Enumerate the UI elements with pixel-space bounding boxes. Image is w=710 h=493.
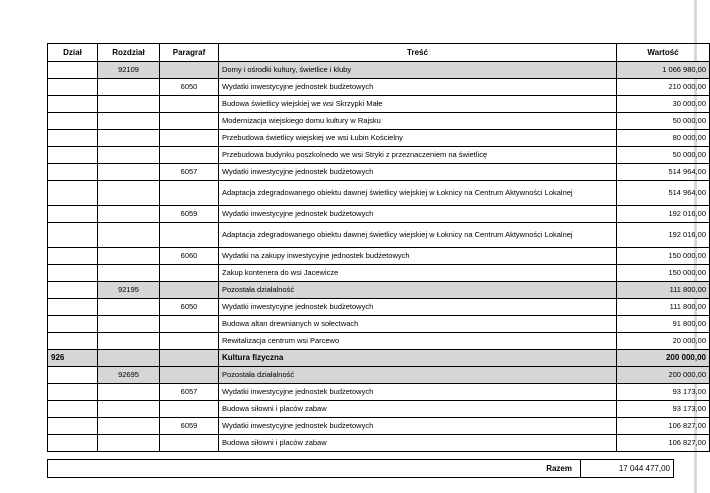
- table-row: [48, 333, 710, 350]
- cell-dzial: [48, 435, 98, 452]
- cell-rozdzial: [98, 435, 160, 452]
- cell-wartosc: 1 066 980,00: [617, 62, 710, 79]
- cell-tresc: Zakup kontenera do wsi Jacewicze: [219, 265, 617, 282]
- table-row: [48, 181, 710, 206]
- cell-wartosc: 30 000,00: [617, 96, 710, 113]
- cell-rozdzial: 92195: [98, 282, 160, 299]
- cell-tresc: Domy i ośrodki kultury, świetlice i kluby: [219, 62, 617, 79]
- cell-tresc: Przebudowa świetlicy wiejskiej we wsi Łubin Kościelny: [219, 130, 617, 147]
- cell-paragraf: [160, 401, 219, 418]
- cell-dzial: [48, 248, 98, 265]
- table-row: [48, 164, 710, 181]
- cell-rozdzial: [98, 147, 160, 164]
- cell-dzial: [48, 181, 98, 206]
- cell-wartosc: 514 964,00: [617, 164, 710, 181]
- cell-rozdzial: [98, 181, 160, 206]
- header-row: [48, 44, 710, 62]
- cell-tresc: Budowa siłowni i placów zabaw: [219, 401, 617, 418]
- cell-tresc: Rewitalizacja centrum wsi Parcewo: [219, 333, 617, 350]
- cell-tresc: Budowa siłowni i placów zabaw: [219, 435, 617, 452]
- table-row: [48, 147, 710, 164]
- cell-rozdzial: [98, 401, 160, 418]
- table-row: [48, 79, 710, 96]
- cell-paragraf: 6057: [160, 164, 219, 181]
- cell-dzial: [48, 79, 98, 96]
- cell-paragraf: [160, 147, 219, 164]
- cell-rozdzial: 92109: [98, 62, 160, 79]
- cell-tresc: Przebudowa budynku poszkolnedo we wsi Stryki z przeznaczeniem na świetlicę: [219, 147, 617, 164]
- cell-paragraf: [160, 350, 219, 367]
- table-row: [48, 113, 710, 130]
- cell-tresc: Kultura fizyczna: [219, 350, 617, 367]
- cell-dzial: [48, 401, 98, 418]
- cell-rozdzial: [98, 418, 160, 435]
- cell-dzial: [48, 367, 98, 384]
- header-dzial: Dział: [48, 44, 98, 62]
- cell-tresc: Budowa świetlicy wiejskiej we wsi Skrzypki Małe: [219, 96, 617, 113]
- cell-paragraf: 6059: [160, 418, 219, 435]
- cell-rozdzial: [98, 130, 160, 147]
- cell-paragraf: [160, 181, 219, 206]
- header-tresc: Treść: [219, 44, 617, 62]
- cell-rozdzial: [98, 164, 160, 181]
- cell-dzial: [48, 223, 98, 248]
- cell-paragraf: 6060: [160, 248, 219, 265]
- cell-rozdzial: [98, 248, 160, 265]
- cell-paragraf: [160, 265, 219, 282]
- cell-paragraf: [160, 435, 219, 452]
- table-row: [48, 248, 710, 265]
- cell-tresc: Adaptacja zdegradowanego obiektu dawnej świetlicy wiejskiej w Łoknicy na Centrum Aktywności Lokalnej: [219, 223, 617, 248]
- table-row: [48, 265, 710, 282]
- cell-paragraf: [160, 223, 219, 248]
- cell-paragraf: [160, 130, 219, 147]
- cell-rozdzial: 92695: [98, 367, 160, 384]
- cell-tresc: Pozostała działalność: [219, 282, 617, 299]
- total-value: 17 044 477,00: [581, 460, 674, 478]
- table-row: [48, 299, 710, 316]
- table-row: [48, 282, 710, 299]
- cell-dzial: [48, 418, 98, 435]
- cell-dzial: [48, 299, 98, 316]
- table-row: [48, 367, 710, 384]
- table-row: [48, 401, 710, 418]
- cell-dzial: [48, 164, 98, 181]
- cell-tresc: Adaptacja zdegradowanego obiektu dawnej świetlicy wiejskiej w Łoknicy na Centrum Aktywności Lokalnej: [219, 181, 617, 206]
- cell-wartosc: 111 800,00: [617, 282, 710, 299]
- cell-rozdzial: [98, 206, 160, 223]
- cell-paragraf: [160, 367, 219, 384]
- table-row: [48, 96, 710, 113]
- cell-wartosc: 50 000,00: [617, 113, 710, 130]
- cell-tresc: Wydatki inwestycyjne jednostek budżetowych: [219, 299, 617, 316]
- cell-tresc: Wydatki inwestycyjne jednostek budżetowych: [219, 384, 617, 401]
- cell-wartosc: 200 000,00: [617, 350, 710, 367]
- cell-wartosc: 210 000,00: [617, 79, 710, 96]
- table-row: [48, 206, 710, 223]
- cell-tresc: Wydatki inwestycyjne jednostek budżetowych: [219, 418, 617, 435]
- cell-tresc: Budowa altan drewnianych w sołectwach: [219, 316, 617, 333]
- table-row: [48, 418, 710, 435]
- cell-wartosc: 91 800,00: [617, 316, 710, 333]
- cell-paragraf: 6057: [160, 384, 219, 401]
- cell-wartosc: 106 827,00: [617, 435, 710, 452]
- cell-dzial: [48, 316, 98, 333]
- cell-tresc: Wydatki inwestycyjne jednostek budżetowych: [219, 79, 617, 96]
- cell-wartosc: 50 000,00: [617, 147, 710, 164]
- total-label: Razem: [48, 460, 581, 478]
- cell-rozdzial: [98, 79, 160, 96]
- cell-dzial: [48, 96, 98, 113]
- cell-wartosc: 106 827,00: [617, 418, 710, 435]
- cell-rozdzial: [98, 316, 160, 333]
- cell-dzial: [48, 282, 98, 299]
- cell-dzial: [48, 206, 98, 223]
- table-row: [48, 384, 710, 401]
- cell-rozdzial: [98, 333, 160, 350]
- cell-wartosc: 80 000,00: [617, 130, 710, 147]
- cell-dzial: [48, 384, 98, 401]
- cell-dzial: [48, 113, 98, 130]
- cell-paragraf: [160, 113, 219, 130]
- cell-dzial: [48, 130, 98, 147]
- cell-tresc: Wydatki inwestycyjne jednostek budżetowych: [219, 206, 617, 223]
- cell-rozdzial: [98, 113, 160, 130]
- cell-wartosc: 150 000,00: [617, 248, 710, 265]
- cell-paragraf: 6050: [160, 79, 219, 96]
- cell-paragraf: [160, 333, 219, 350]
- header-wartosc: Wartość: [617, 44, 710, 62]
- table-row: [48, 130, 710, 147]
- cell-wartosc: 93 173,00: [617, 384, 710, 401]
- cell-dzial: [48, 147, 98, 164]
- cell-paragraf: 6050: [160, 299, 219, 316]
- cell-rozdzial: [98, 96, 160, 113]
- table-row: [48, 350, 710, 367]
- cell-paragraf: [160, 62, 219, 79]
- cell-dzial: [48, 62, 98, 79]
- cell-wartosc: 192 016,00: [617, 223, 710, 248]
- cell-wartosc: 200 000,00: [617, 367, 710, 384]
- cell-tresc: Wydatki inwestycyjne jednostek budżetowych: [219, 164, 617, 181]
- cell-rozdzial: [98, 384, 160, 401]
- cell-wartosc: 93 173,00: [617, 401, 710, 418]
- cell-paragraf: [160, 96, 219, 113]
- cell-tresc: Pozostała działalność: [219, 367, 617, 384]
- table-row: [48, 435, 710, 452]
- cell-wartosc: 150 000,00: [617, 265, 710, 282]
- total-row: [48, 460, 674, 478]
- cell-tresc: Modernizacja wiejskiego domu kultury w Rajsku: [219, 113, 617, 130]
- cell-rozdzial: [98, 299, 160, 316]
- header-paragraf: Paragraf: [160, 44, 219, 62]
- cell-paragraf: [160, 316, 219, 333]
- cell-wartosc: 514 964,00: [617, 181, 710, 206]
- cell-dzial: [48, 265, 98, 282]
- cell-wartosc: 20 000,00: [617, 333, 710, 350]
- cell-wartosc: 111 800,00: [617, 299, 710, 316]
- cell-wartosc: 192 016,00: [617, 206, 710, 223]
- table-row: [48, 223, 710, 248]
- cell-tresc: Wydatki na zakupy inwestycyjne jednostek budżetowych: [219, 248, 617, 265]
- cell-rozdzial: [98, 350, 160, 367]
- table-row: [48, 316, 710, 333]
- cell-rozdzial: [98, 223, 160, 248]
- total-table: [47, 459, 674, 478]
- header-rozdzial: Rozdział: [98, 44, 160, 62]
- budget-table: [47, 43, 710, 452]
- cell-paragraf: [160, 282, 219, 299]
- cell-dzial: 926: [48, 350, 98, 367]
- cell-dzial: [48, 333, 98, 350]
- cell-paragraf: 6059: [160, 206, 219, 223]
- cell-rozdzial: [98, 265, 160, 282]
- table-row: [48, 62, 710, 79]
